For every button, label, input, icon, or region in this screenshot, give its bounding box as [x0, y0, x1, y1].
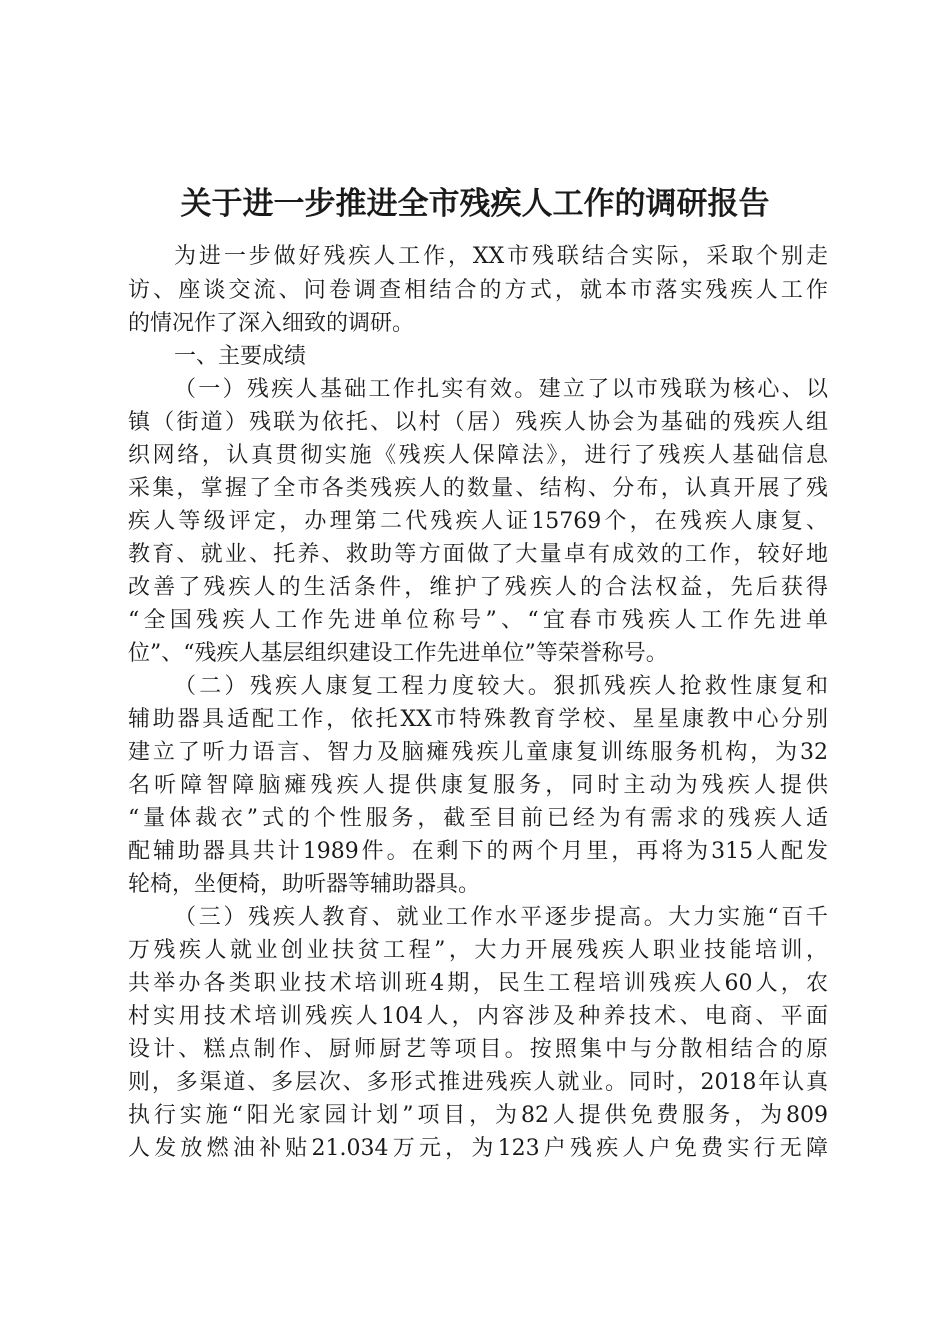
paragraph-line: 执行实施“阳光家园计划”项目，为82人提供免费服务，为809 — [128, 1103, 828, 1128]
paragraph-line: 村实用技术培训残疾人104人，内容涉及种养技术、电商、平面 — [128, 1004, 828, 1029]
paragraph-line: 设计、糕点制作、厨师厨艺等项目。按照集中与分散相结合的原 — [128, 1037, 828, 1062]
paragraph-line: 则，多渠道、多层次、多形式推进残疾人就业。同时，2018年认真 — [128, 1070, 828, 1095]
paragraph-line: 万残疾人就业创业扶贫工程”，大力开展残疾人职业技能培训， — [128, 938, 828, 963]
paragraph-line: 轮椅，坐便椅，助听器等辅助器具。 — [128, 872, 481, 897]
paragraph-line: 名听障智障脑瘫残疾人提供康复服务，同时主动为残疾人提供 — [128, 773, 828, 798]
paragraph-line: 镇（街道）残联为依托、以村（居）残疾人协会为基础的残疾人组 — [128, 410, 828, 435]
paragraph-line: 位”、“残疾人基层组织建设工作先进单位”等荣誉称号。 — [128, 641, 668, 666]
document-title: 关于进一步推进全市残疾人工作的调研报告 — [180, 186, 770, 222]
paragraph-line: 疾人等级评定，办理第二代残疾人证15769个，在残疾人康复、 — [128, 509, 828, 534]
paragraph-line: 为进一步做好残疾人工作，XX市残联结合实际，采取个别走 — [174, 244, 828, 269]
paragraph-line: 配辅助器具共计1989件。在剩下的两个月里，再将为315人配发 — [128, 839, 828, 864]
paragraph-line: 采集，掌握了全市各类残疾人的数量、结构、分布，认真开展了残 — [128, 476, 828, 501]
paragraph-line: 改善了残疾人的生活条件，维护了残疾人的合法权益，先后获得 — [128, 575, 828, 600]
paragraph-line: 人发放燃油补贴21.034万元，为123户残疾人户免费实行无障 — [128, 1136, 828, 1161]
paragraph-line: （三）残疾人教育、就业工作水平逐步提高。大力实施“百千 — [174, 905, 828, 930]
paragraph-line: “量体裁衣”式的个性服务，截至目前已经为有需求的残疾人适 — [128, 806, 828, 831]
paragraph-line: 织网络，认真贯彻实施《残疾人保障法》，进行了残疾人基础信息 — [128, 443, 828, 468]
paragraph-line: （二）残疾人康复工程力度较大。狠抓残疾人抢救性康复和 — [174, 674, 828, 699]
paragraph-line: （一）残疾人基础工作扎实有效。建立了以市残联为核心、以 — [174, 377, 828, 402]
paragraph-line: 辅助器具适配工作，依托XX市特殊教育学校、星星康教中心分别 — [128, 707, 828, 732]
paragraph-line: “全国残疾人工作先进单位称号”、“宜春市残疾人工作先进单 — [128, 608, 828, 633]
paragraph-line: 访、座谈交流、问卷调查相结合的方式，就本市落实残疾人工作 — [128, 278, 828, 303]
paragraph-line: 教育、就业、托养、救助等方面做了大量卓有成效的工作，较好地 — [128, 542, 828, 567]
paragraph-line: 的情况作了深入细致的调研。 — [128, 311, 415, 336]
paragraph-line: 共举办各类职业技术培训班4期，民生工程培训残疾人60人，农 — [128, 971, 828, 996]
section-heading: 一、主要成绩 — [174, 344, 307, 369]
paragraph-line: 建立了听力语言、智力及脑瘫残疾儿童康复训练服务机构，为32 — [128, 740, 828, 765]
